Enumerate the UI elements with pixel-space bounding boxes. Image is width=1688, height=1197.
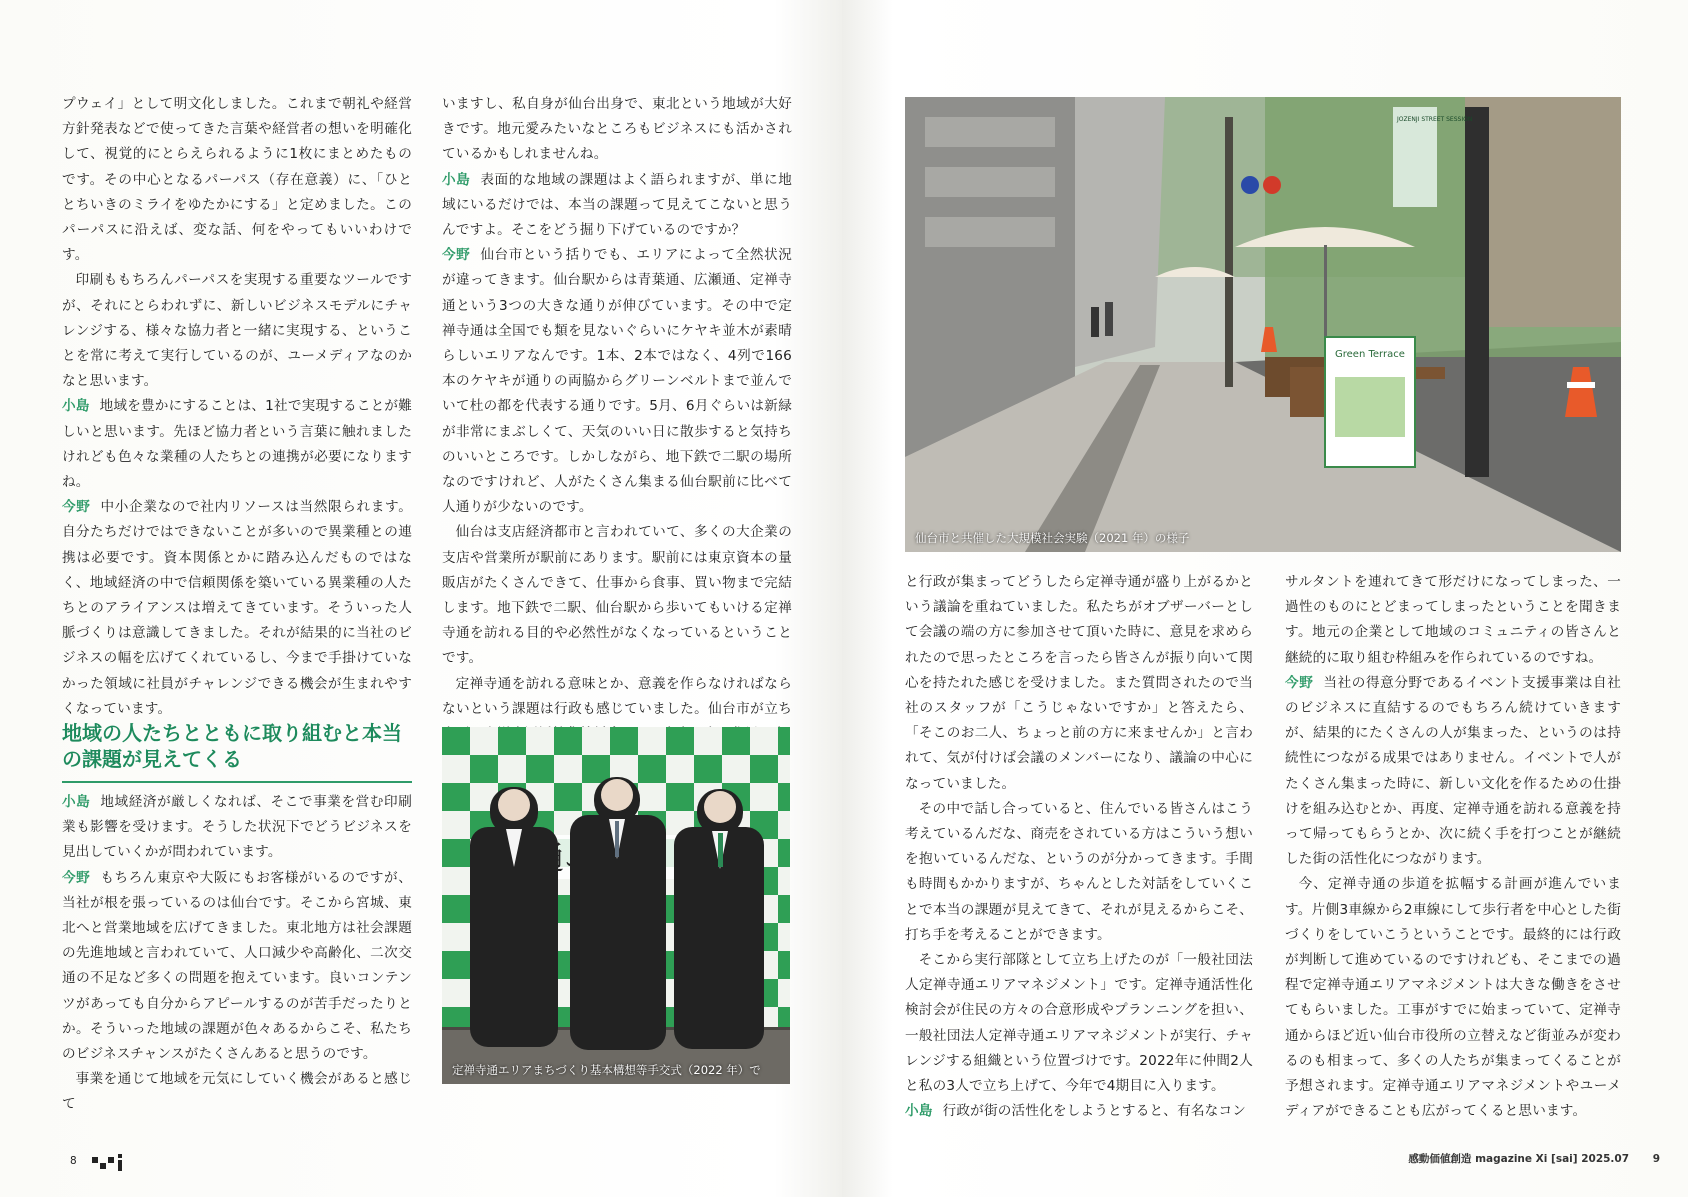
- paragraph-text: 当社の得意分野であるイベント支援事業は自社のビジネスに直結するのでもちろん続けていきますが、結果的にたくさんの人が集まった、というのは持続性につながる成果ではありません。イベントで人がたくさん集まった時に、新しい文化を作るための仕掛けを組み込むとか、再度、定禅寺通を訪れる意義を持って帰ってもらうとか、次に続く手を打つことが継続した街の活性化につながります。: [1285, 674, 1621, 868]
- body-paragraph: [1285, 872, 1621, 1124]
- paragraph-text: 今、定禅寺通の歩道を拡幅する計画が進んでいます。片側3車線から2車線にして歩行者を中心とした街づくりをしていこうということです。最終的には行政が判断して進めているのですけれども、そこまでの過程で定禅寺通エリアマネジメントは大きな働きをさせてもらいました。工事がすでに始まっていて、定禅寺通からほど近い仙台市役所の立替えなど街並みが変わるのも相まって、多くの人たちが集まってくることが予想されます。定禅寺通エリアマネジメントやユーメディアができることも広がってくると思います。: [1285, 876, 1621, 1120]
- paragraph-text: 印刷ももちろんパーパスを実現する重要なツールですが、それにとらわれずに、新しいビジネスモデルにチャレンジする、様々な協力者と一緒に実現する、ということを常に考えて実行しているのが、ユーメディアなのかなと思います。: [62, 272, 412, 390]
- left-column-2: [442, 92, 792, 747]
- paragraph-text: その中で話し合っていると、住んでいる皆さんはこう考えているんだな、商売をされている方はこういう想いを抱いているんだな、というのが分かってきます。手間も時間もかかりますが、ちゃんとした対話をしていくことで本当の課題が見えてきて、それが見えるからこそ、打ち手を考えることができます。: [905, 800, 1253, 943]
- body-paragraph: [62, 1067, 412, 1117]
- speaker-name: 小島: [442, 171, 471, 188]
- body-paragraph: [442, 92, 792, 168]
- right-page: [842, 0, 1688, 1197]
- body-paragraph: [442, 520, 792, 671]
- paragraph-text: 仙台は支店経済都市と言われていて、多くの大企業の支店や営業所が駅前にあります。駅前には東京資本の量販店がたくさんできて、仕事から食事、買い物まで完結します。地下鉄で二駅、仙台駅から歩いてもいける定禅寺通を訪れる目的や必然性がなくなっているということです。: [442, 524, 792, 667]
- paragraph-text: 中小企業なので社内リソースは当然限られます。自分たちだけではできないことが多いので異業種との連携は必要です。資本関係とかに踏み込んだものではなく、地域経済の中で信頼関係を築いている異業種の人たちとのアライアンスは増えてきています。そういった人脈づくりは意識してきました。それが結果的に当社のビジネスの幅を広げてくれているし、今まで手掛けていなかった領域に社員がチャレンジできる機会が生まれやすくなっています。: [62, 499, 412, 717]
- magazine-footer: [1408, 1151, 1660, 1166]
- paragraph-text: サルタントを連れてきて形だけになってしまった、一過性のものにとどまってしまったということを聞きます。地元の企業として地域のコミュニティの皆さんと継続的に取り組む枠組みを作られているのですね。: [1285, 574, 1621, 666]
- magazine-title: 感動価値創造 magazine Xi [sai] 2025.07: [1408, 1153, 1630, 1165]
- body-paragraph: [442, 243, 792, 520]
- green-terrace-sign: Green Terrace: [1335, 349, 1405, 360]
- street-photo-image: [905, 97, 1621, 552]
- body-paragraph: [62, 866, 412, 1068]
- body-paragraph: [62, 92, 412, 268]
- page-number-left: 8: [70, 1155, 77, 1167]
- speaker-name: 小島: [62, 794, 91, 810]
- body-paragraph: [1285, 570, 1621, 671]
- street-photo-caption: 仙台市と共催した大規模社会実験（2021 年）の様子: [915, 531, 1190, 545]
- body-paragraph: [62, 268, 412, 394]
- left-column-1: [62, 92, 412, 722]
- speaker-name: 今野: [62, 499, 91, 516]
- paragraph-text: 表面的な地域の課題はよく語られますが、単に地域にいるだけでは、本当の課題って見えてこないと思うんですよ。そこをどう掘り下げているのですか？: [442, 171, 792, 239]
- body-paragraph: [905, 948, 1253, 1099]
- paragraph-text: 地域経済が厳しくなれば、そこで事業を営む印刷業も影響を受けます。そうした状況下でどうビジネスを見出していくかが問われています。: [62, 794, 412, 861]
- left-page: [0, 0, 842, 1197]
- paragraph-text: プウェイ」として明文化しました。これまで朝礼や経営方針発表などで使ってきた言葉や経営者の想いを明確化して、視覚的にとらえられるように1枚にまとめたものです。その中心となるパーパス（存在意義）に、「ひととちいきのミライをゆたかにする」と定めました。このパーパスに沿えば、変な話、何をやってもいいわけです。: [62, 96, 412, 264]
- body-paragraph: [442, 168, 792, 244]
- right-column-2: [1285, 570, 1621, 1124]
- paragraph-text: そこから実行部隊として立ち上げたのが「一般社団法人定禅寺通エリアマネジメント」です。定禅寺通活性化検討会が住民の方々の合意形成やプランニングを担い、一般社団法人定禅寺通エリアマネジメントが実行、チャレンジする組織という位置づけです。2022年に仲間2人と私の3人で立ち上げて、今年で4期目に入ります。: [905, 952, 1253, 1095]
- body-paragraph: [1285, 671, 1621, 873]
- speaker-name: 小島: [905, 1103, 933, 1120]
- section-heading: 地域の人たちとともに取り組むと本当の課題が見えてくる: [62, 721, 402, 771]
- body-paragraph: [62, 394, 412, 495]
- speaker-name: 今野: [1285, 674, 1314, 691]
- paragraph-text: 行政が街の活性化をしようとすると、有名なコン: [942, 1103, 1247, 1120]
- paragraph-text: と行政が集まってどうしたら定禅寺通が盛り上がるかという議論を重ねていました。私たちがオブザーバーとして会議の端の方に参加させて頂いた時に、意見を求められたので思ったところを言ったら皆さんが振り向いて関心を持たれた感じを受けました。また質問されたので当社のスタッフが「こうじゃないですか」と答えたら、「そこのお二人、ちょっと前の方に来ませんか」と言われて、気が付けば会議のメンバーになり、議論の中心になっていました。: [905, 574, 1253, 792]
- paragraph-text: いますし、私自身が仙台出身で、東北という地域が大好きです。地元愛みたいなところもビジネスにも活かされているかもしれませんね。: [442, 96, 792, 163]
- street-photo: [905, 97, 1621, 552]
- speaker-name: 小島: [62, 398, 90, 415]
- paragraph-text: 仙台市という括りでも、エリアによって全然状況が違ってきます。仙台駅からは青葉通、広瀬通、定禅寺通という3つの大きな通りが伸びています。その中で定禅寺通は全国でも類を見ないぐらいにケヤキ並木が素晴らしいエリアなんです。1本、2本ではなく、4列で166本のケヤキが通りの両脇からグリーンベルトまで並んでいて杜の都を代表する通りです。5月、6月ぐらいは新緑が非常にまぶしくて、天気のいい日に散歩すると気持ちのいいところです。しかしながら、地下鉄で二駅の場所なのですけれど、人がたくさん集まる仙台駅前に比べて人通りが少ないのです。: [442, 247, 792, 516]
- page-number-right: 9: [1652, 1153, 1660, 1165]
- body-paragraph: [905, 1099, 1253, 1124]
- xi-logo-icon: [90, 1151, 130, 1173]
- paragraph-text: 地域を豊かにすることは、1社で実現することが難しいと思います。先ほど協力者という言葉に触れましたけれども色々な業種の人たちとの連携が必要になりますね。: [62, 398, 413, 491]
- street-session-banner: JOZENJI STREET SESSION: [1397, 116, 1473, 123]
- heading-rule: [62, 781, 412, 783]
- paragraph-text: 事業を通じて地域を元気にしていく機会があると感じて: [62, 1071, 412, 1113]
- body-paragraph: [905, 570, 1253, 797]
- right-column-1: [905, 570, 1253, 1124]
- body-paragraph: [905, 797, 1253, 948]
- paragraph-text: 定禅寺通を訪れる意味とか、意義を作らなければならないという課題は行政も感じていました。仙台市が立ち: [442, 675, 792, 717]
- ceremony-photo: [442, 727, 790, 1084]
- left-column-1-lower: [62, 790, 412, 1118]
- body-paragraph: [62, 495, 412, 722]
- paragraph-text: もちろん東京や大阪にもお客様がいるのですが、当社が根を張っているのは仙台です。そこから宮城、東北へと営業地域を広げてきました。東北地方は社会課題の先進地域と言われていて、人口減少や高齢化、二次交通の不足など多くの問題を抱えています。良いコンテンツがあっても自分からアピールするのが苦手だったりとか。そういった地域の課題が色々あるからこそ、私たちのビジネスチャンスがたくさんあると思うのです。: [62, 869, 412, 1063]
- body-paragraph: [62, 790, 412, 866]
- speaker-name: 今野: [442, 247, 471, 264]
- speaker-name: 今野: [62, 869, 91, 886]
- ceremony-photo-image: [442, 727, 790, 1084]
- ceremony-photo-caption: 定禅寺通エリアまちづくり基本構想等手交式（2022 年）で: [452, 1063, 761, 1077]
